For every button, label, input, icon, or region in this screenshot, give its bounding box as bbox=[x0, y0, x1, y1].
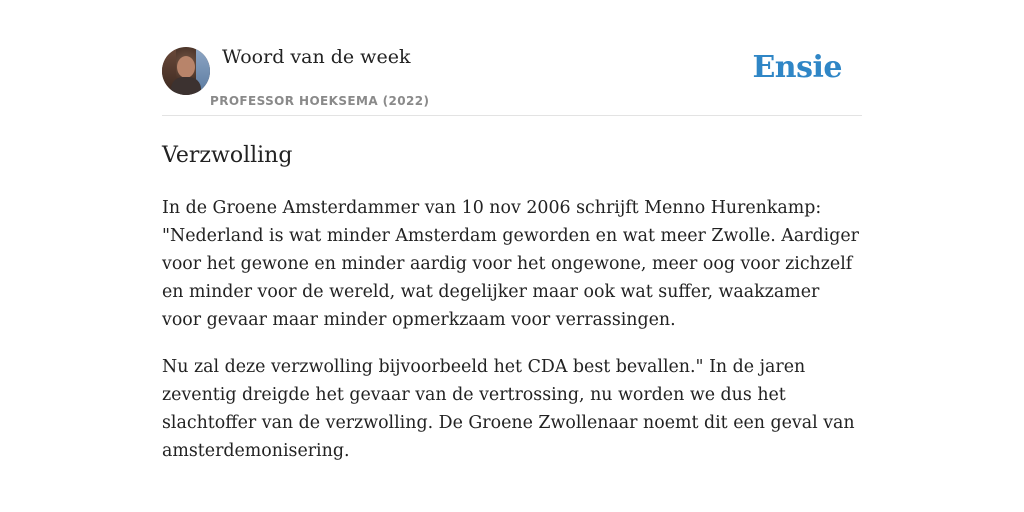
post-card bbox=[162, 40, 862, 465]
blog-title[interactable]: Woord van de week bbox=[222, 46, 411, 68]
post-title: Verzwolling bbox=[162, 143, 293, 168]
brand-logo[interactable]: Ensie bbox=[752, 50, 842, 85]
author-avatar[interactable] bbox=[162, 47, 210, 95]
avatar-body bbox=[171, 77, 201, 95]
avatar-head bbox=[177, 56, 195, 78]
author-name[interactable]: PROFESSOR HOEKSEMA (2022) bbox=[210, 94, 430, 108]
post-paragraph-1: In de Groene Amsterdammer van 10 nov 2006 schrijft Menno Hurenkamp: "Nederland is wat minder Amsterdam geworden en wat meer Zwolle. Aardiger voor het gewone en minder aardig voor het ongewone, meer oog voor zichzelf en minder voor de wereld, wat degelijker maar ook wat suffer, waakzamer voor gevaar maar minder opmerkzaam voor verrassingen. bbox=[162, 198, 859, 330]
post-paragraph-2: Nu zal deze verzwolling bijvoorbeeld het CDA best bevallen." In de jaren zeventig dreigde het gevaar van de vertrossing, nu worden we dus het slachtoffer van de verzwolling. De Groene Zwollenaar noemt dit een geval van amsterdemonisering. bbox=[162, 357, 855, 461]
post-header bbox=[162, 40, 862, 116]
